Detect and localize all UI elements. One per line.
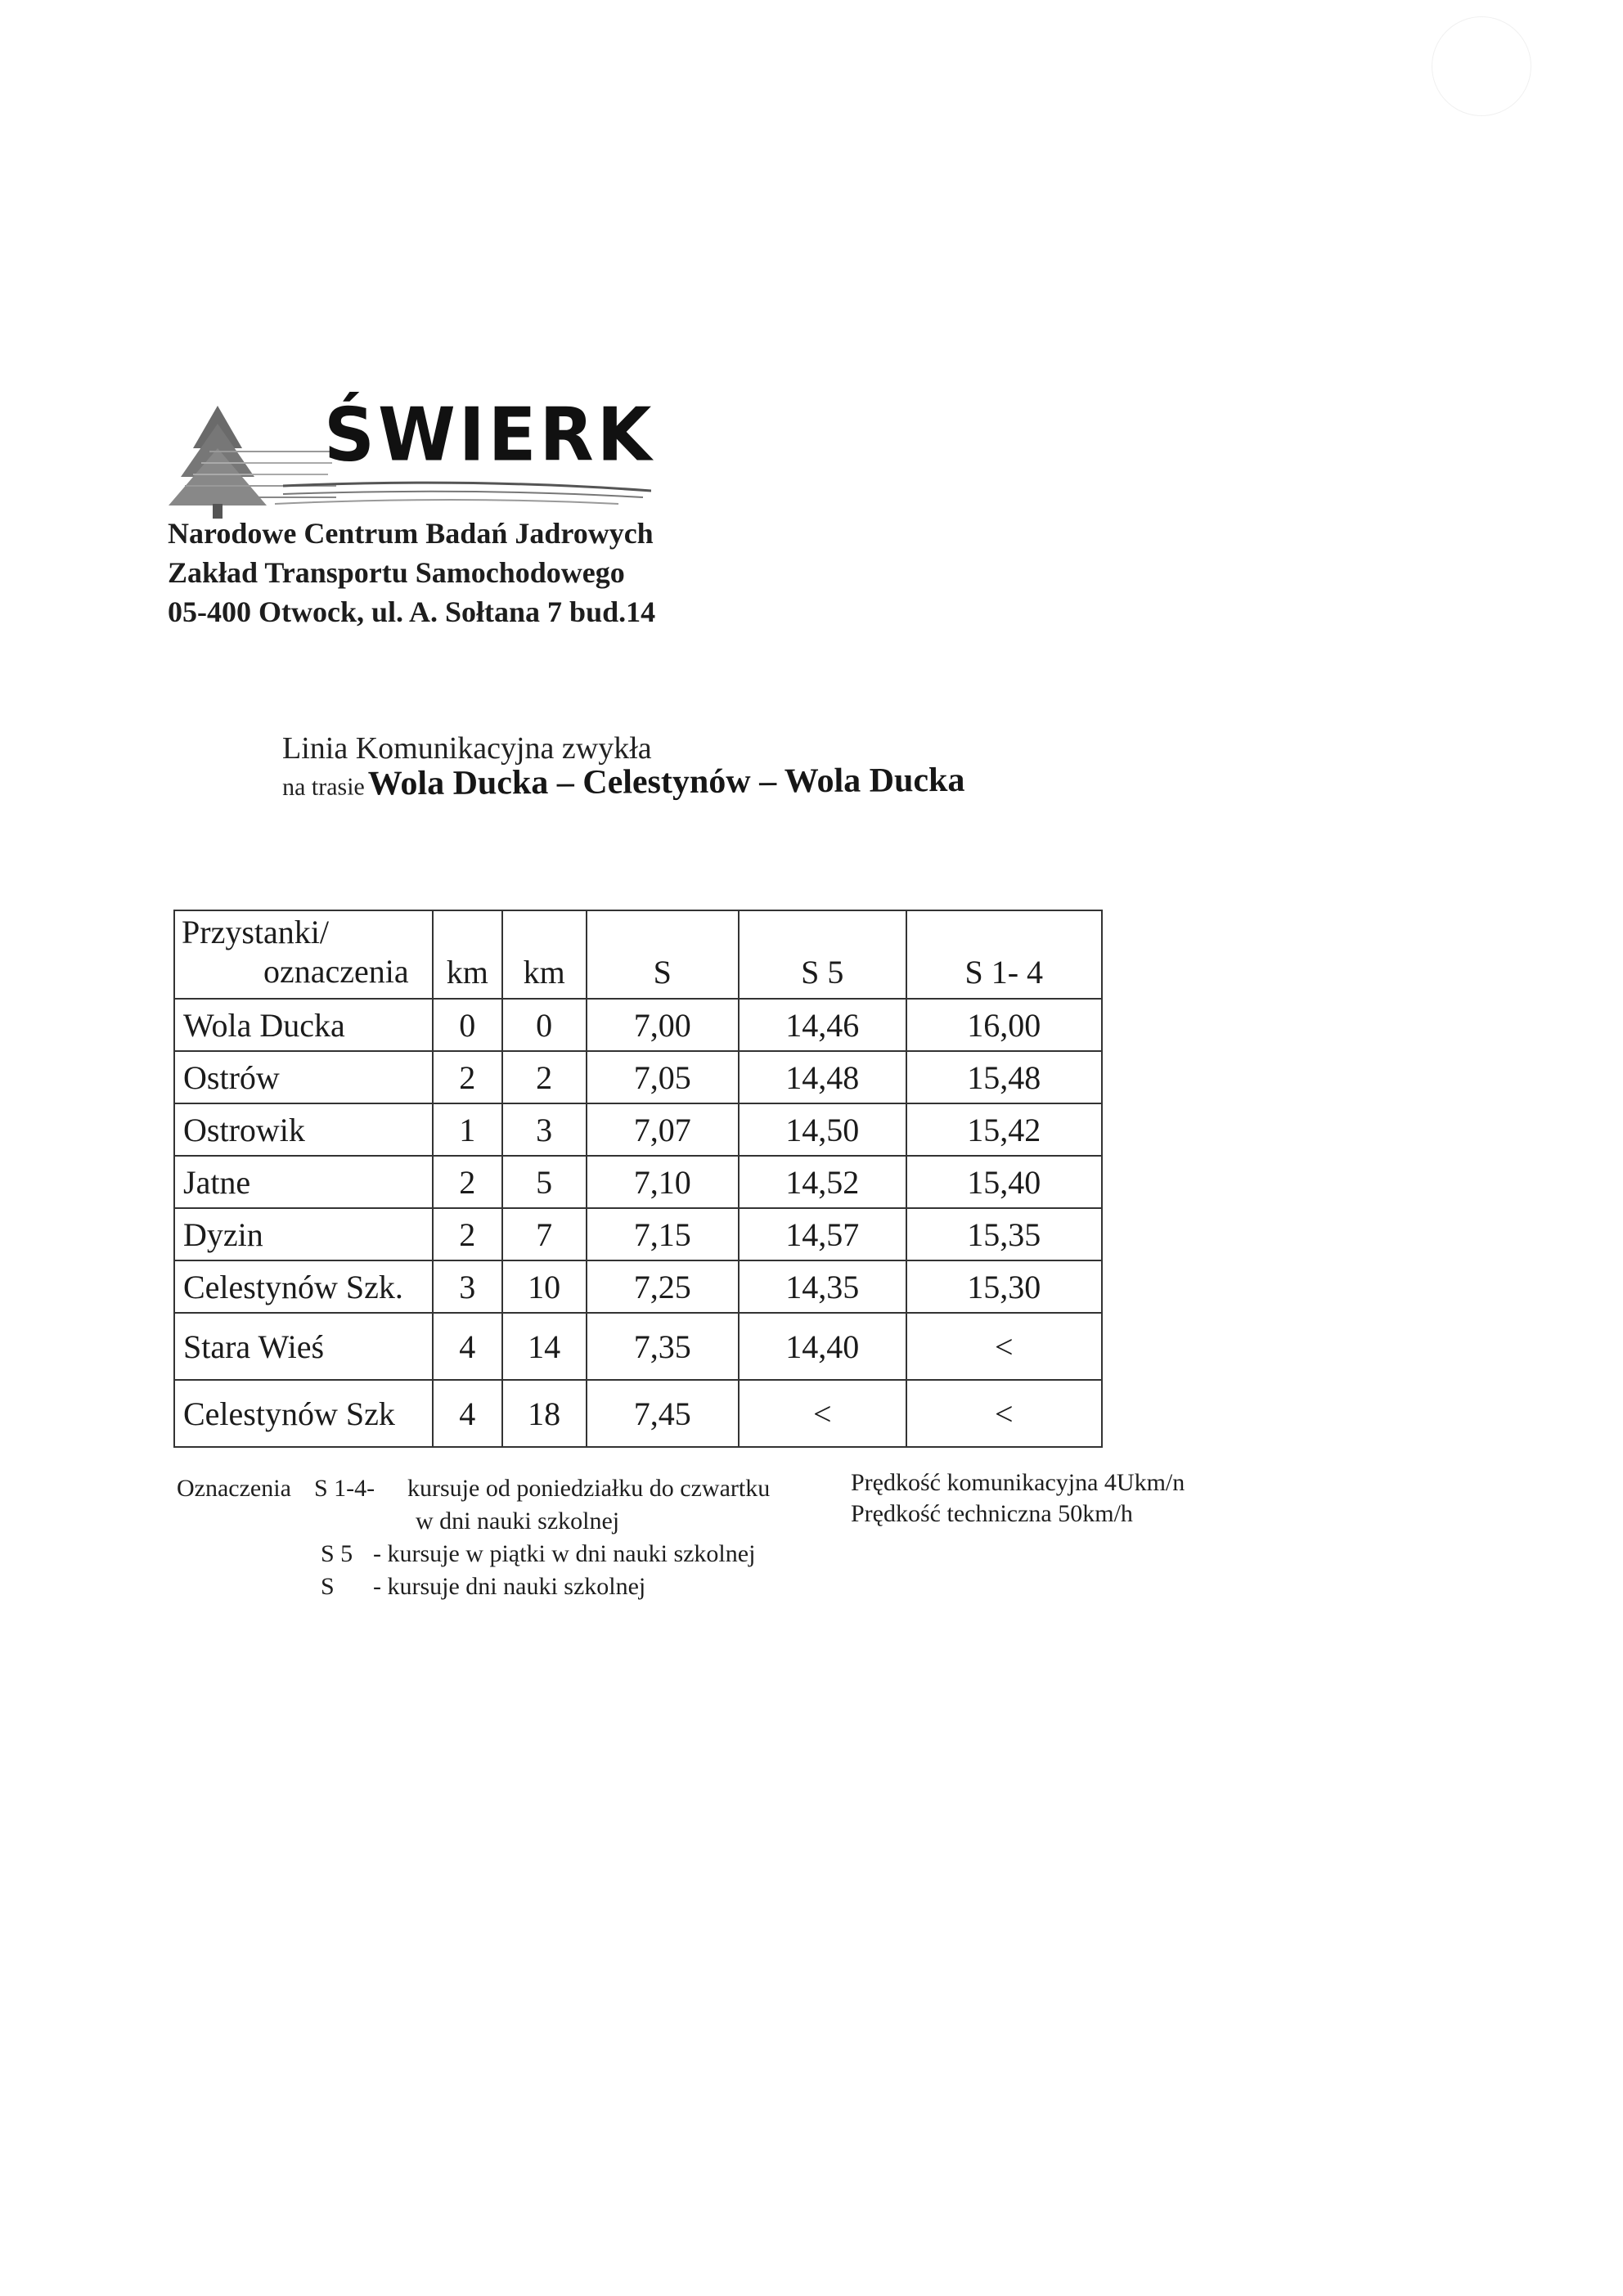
time-s5: 14,35 <box>739 1260 906 1313</box>
stop-name: Celestynów Szk. <box>174 1260 433 1313</box>
header-stops-line2: oznaczenia <box>263 953 409 990</box>
time-s: 7,07 <box>587 1103 740 1156</box>
time-s: 7,35 <box>587 1313 740 1380</box>
stop-name: Ostrowik <box>174 1103 433 1156</box>
km-cumulative: 0 <box>502 999 587 1051</box>
km-cumulative: 10 <box>502 1260 587 1313</box>
time-s5: 14,57 <box>739 1208 906 1260</box>
time-s1-4: < <box>906 1313 1102 1380</box>
commercial-speed: Prędkość komunikacyjna 4Ukm/n <box>851 1469 1185 1496</box>
stop-name: Jatne <box>174 1156 433 1208</box>
time-s5: 14,52 <box>739 1156 906 1208</box>
note-s1-4-desc-cont: w dni nauki szkolnej <box>416 1507 620 1534</box>
time-s5: 14,48 <box>739 1051 906 1103</box>
time-s: 7,05 <box>587 1051 740 1103</box>
km-cumulative: 3 <box>502 1103 587 1156</box>
line-type: Linia Komunikacyjna zwykła <box>282 731 652 766</box>
km-segment: 1 <box>433 1103 502 1156</box>
timetable-header-row <box>174 910 1102 999</box>
time-s5: 14,40 <box>739 1313 906 1380</box>
route-prefix: na trasie <box>281 773 365 801</box>
km-segment: 2 <box>433 1208 502 1260</box>
stop-name: Stara Wieś <box>174 1313 433 1380</box>
km-cumulative: 18 <box>502 1380 587 1447</box>
km-cumulative: 2 <box>502 1051 587 1103</box>
header-s5: S 5 <box>739 910 906 999</box>
organization-address <box>168 514 655 631</box>
header-stops <box>174 910 433 999</box>
swierk-logo <box>160 392 655 522</box>
org-name: Narodowe Centrum Badań Jadrowych <box>168 517 654 550</box>
km-segment: 0 <box>433 999 502 1051</box>
header-s: S <box>587 910 740 999</box>
stop-name: Celestynów Szk <box>174 1380 433 1447</box>
time-s1-4: 15,48 <box>906 1051 1102 1103</box>
table-row <box>174 1208 1102 1260</box>
note-s-desc: - kursuje dni nauki szkolnej <box>373 1573 646 1600</box>
table-row <box>174 1380 1102 1447</box>
table-row <box>174 1051 1102 1103</box>
faint-stamp-mark <box>1432 16 1531 116</box>
time-s1-4: 16,00 <box>906 999 1102 1051</box>
km-segment: 2 <box>433 1051 502 1103</box>
header-km-segment: km <box>433 910 502 999</box>
time-s: 7,45 <box>587 1380 740 1447</box>
technical-speed: Prędkość techniczna 50km/h <box>851 1500 1133 1527</box>
table-row <box>174 1313 1102 1380</box>
km-segment: 4 <box>433 1313 502 1380</box>
km-segment: 3 <box>433 1260 502 1313</box>
org-department: Zakład Transportu Samochodowego <box>168 556 625 589</box>
time-s: 7,25 <box>587 1260 740 1313</box>
org-street-address: 05-400 Otwock, ul. A. Sołtana 7 bud.14 <box>168 595 656 628</box>
note-s1-4-code: S 1-4- <box>314 1475 375 1502</box>
stop-name: Dyzin <box>174 1208 433 1260</box>
time-s1-4: 15,35 <box>906 1208 1102 1260</box>
route-heading <box>282 761 965 804</box>
km-cumulative: 14 <box>502 1313 587 1380</box>
stop-name: Ostrów <box>174 1051 433 1103</box>
route-name: Wola Ducka – Celestynów – Wola Ducka <box>367 761 965 803</box>
note-s1-4-desc: kursuje od poniedziałku do czwartku <box>407 1475 771 1502</box>
notes-label: Oznaczenia <box>177 1475 291 1502</box>
time-s1-4: 15,40 <box>906 1156 1102 1208</box>
stop-name: Wola Ducka <box>174 999 433 1051</box>
km-segment: 2 <box>433 1156 502 1208</box>
speed-info <box>851 1467 1185 1530</box>
header-km-cumulative: km <box>502 910 587 999</box>
time-s1-4: < <box>906 1380 1102 1447</box>
km-cumulative: 5 <box>502 1156 587 1208</box>
time-s1-4: 15,30 <box>906 1260 1102 1313</box>
time-s5: < <box>739 1380 906 1447</box>
table-row <box>174 1103 1102 1156</box>
time-s5: 14,50 <box>739 1103 906 1156</box>
header-s1-4: S 1- 4 <box>906 910 1102 999</box>
note-s-code: S <box>321 1573 335 1600</box>
time-s: 7,00 <box>587 999 740 1051</box>
table-row <box>174 1156 1102 1208</box>
table-row <box>174 999 1102 1051</box>
note-s5-desc: - kursuje w piątki w dni nauki szkolnej <box>373 1540 756 1567</box>
km-segment: 4 <box>433 1380 502 1447</box>
logo-wordmark: ŚWIERK <box>324 392 655 479</box>
time-s5: 14,46 <box>739 999 906 1051</box>
km-cumulative: 7 <box>502 1208 587 1260</box>
header-stops-line1: Przystanki/ <box>182 914 329 950</box>
table-row <box>174 1260 1102 1313</box>
timetable <box>173 910 1103 1448</box>
time-s: 7,15 <box>587 1208 740 1260</box>
time-s: 7,10 <box>587 1156 740 1208</box>
note-s5-code: S 5 <box>321 1540 353 1567</box>
time-s1-4: 15,42 <box>906 1103 1102 1156</box>
